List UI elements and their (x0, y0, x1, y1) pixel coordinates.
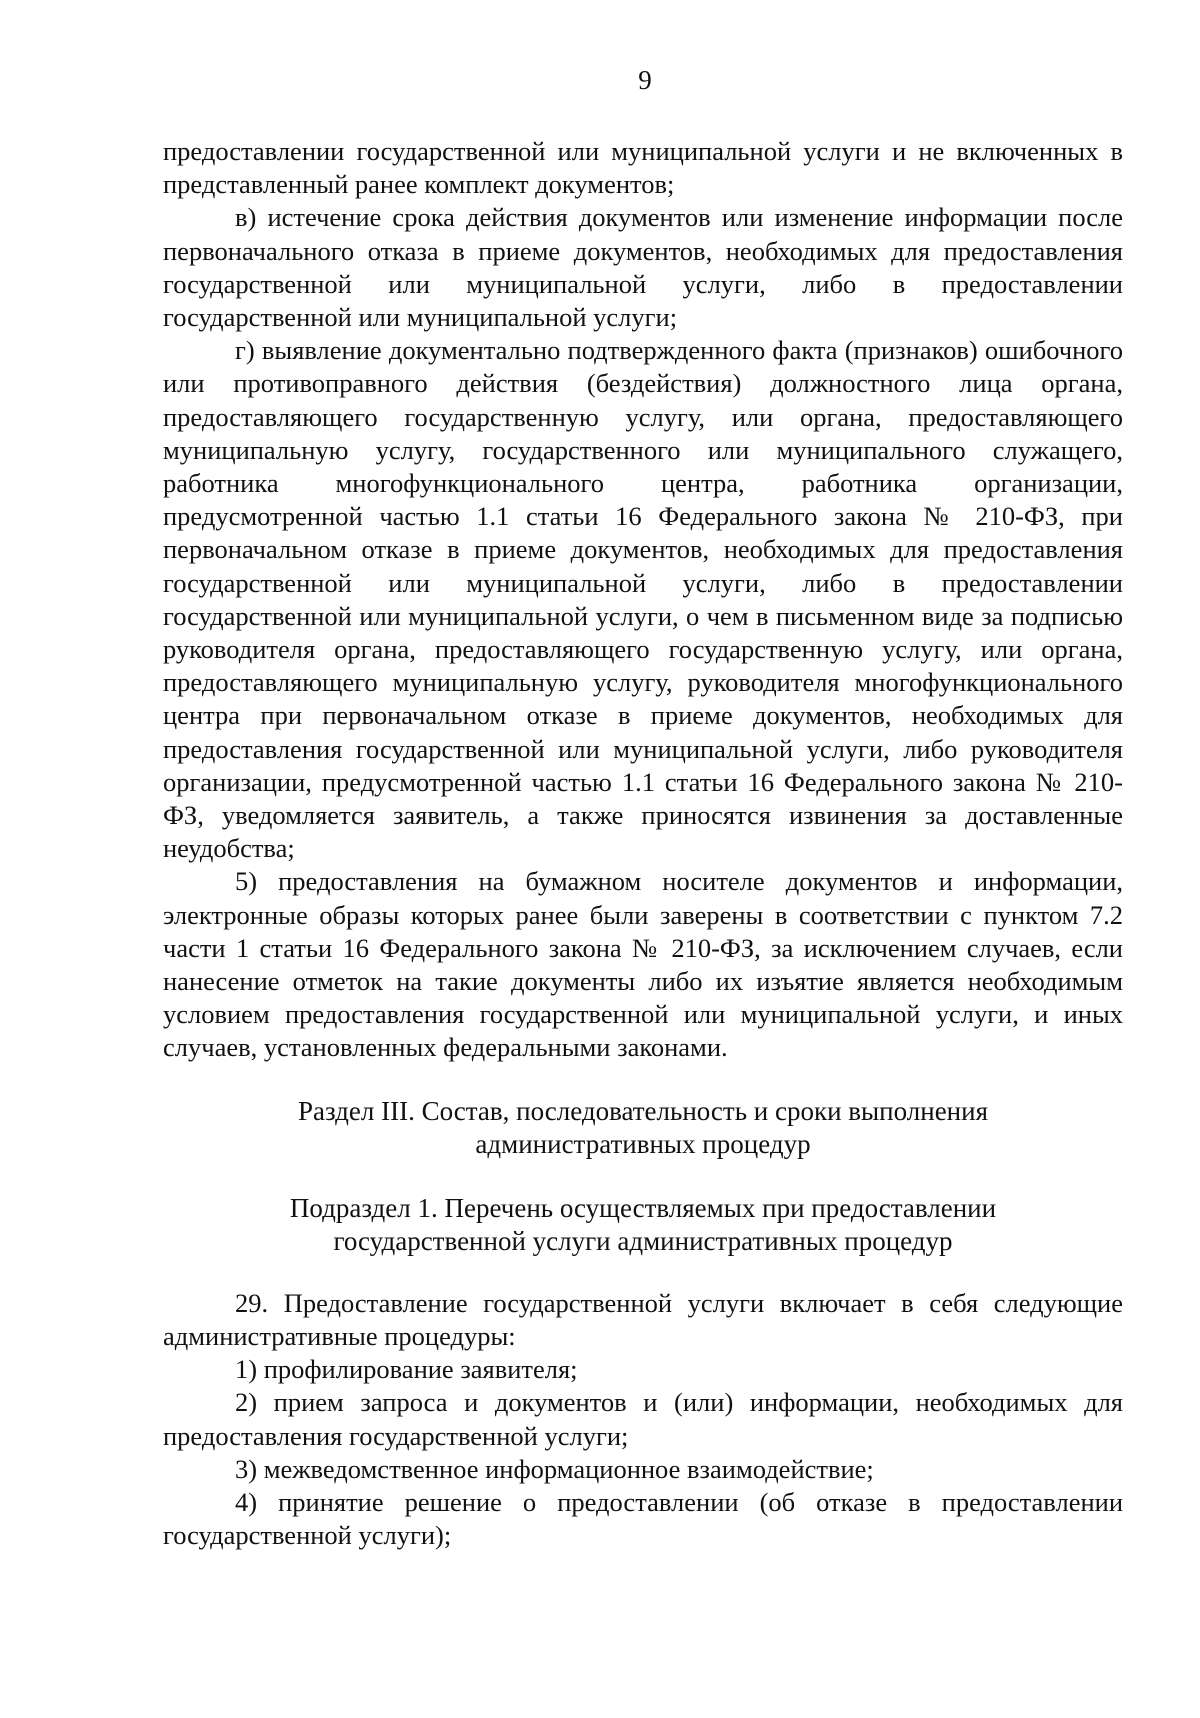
subsection-heading (163, 1192, 1123, 1259)
subsection-title-line-1: Подраздел 1. Перечень осуществляемых при предоставлении (289, 1192, 997, 1223)
procedure-item: 3) межведомственное информационное взаимодействие; (235, 1453, 874, 1484)
subsection-title-line-2: государственной услуги административных процедур (333, 1226, 953, 1257)
procedure-item: 4) принятие решение о предоставлении (об отказе в предоставлении государственной услуги); (163, 1486, 1123, 1551)
paragraph-continuation: предоставлении государственной или муниципальной услуги и не включенных в представленный ранее комплект документов; (163, 136, 1123, 200)
document-body (163, 135, 1123, 1552)
paragraph-item-5: 5) предоставления на бумажном носителе документов и информации, электронные образы которых ранее были заверены в соответствии с пунктом 7.2 части 1 статьи 16 Федерального закона № 210-ФЗ, за исключением случаев, если нанесение отметок на такие документы либо их изъятие является необходимым условием предоставления государственной или муниципальной услуги, и иных случаев, установленных федеральными законами. (163, 866, 1123, 1063)
procedure-item: 2) прием запроса и документов и (или) информации, необходимых для предоставления государственной услуги; (163, 1387, 1123, 1451)
page-number: 9 (638, 65, 652, 95)
procedure-item: 1) профилирование заявителя; (235, 1354, 578, 1385)
section-heading (163, 1095, 1123, 1162)
section-title-line-1: Раздел III. Состав, последовательность и сроки выполнения (298, 1095, 988, 1126)
procedures-intro: 29. Предоставление государственной услуги включает в себя следующие административные процедуры: (163, 1287, 1123, 1351)
section-title-line-2: административных процедур (475, 1129, 811, 1160)
paragraph-item-g: г) выявление документально подтвержденного факта (признаков) ошибочного или противоправного действия (бездействия) должностного лица органа, предоставляющего государственную услугу, или органа, предоставляющего муниципальную услугу, государственного или муниципального служащего, работника многофункционального центра, работника организации, предусмотренной частью 1.1 статьи 16 Федерального закона № 210-ФЗ, при первоначальном отказе в приеме документов, необходимых для предоставления государственной или муниципальной услуги, либо в предоставлении государственной или муниципальной услуги, о чем в письменном виде за подписью руководителя органа, предоставляющего государственную услугу, или органа, предоставляющего муниципальную услугу, руководителя многофункционального центра при первоначальном отказе в приеме документов, необходимых для предоставления государственной или муниципальной услуги, либо руководителя организации, предусмотренной частью 1.1 статьи 16 Федерального закона № 210-ФЗ, уведомляется заявитель, а также приносятся извинения за доставленные неудобства; (163, 335, 1123, 864)
paragraph-item-v: в) истечение срока действия документов или изменение информации после первоначального отказа в приеме документов, необходимых для предоставления государственной или муниципальной услуги, либо в предоставлении государственной или муниципальной услуги; (163, 202, 1123, 333)
